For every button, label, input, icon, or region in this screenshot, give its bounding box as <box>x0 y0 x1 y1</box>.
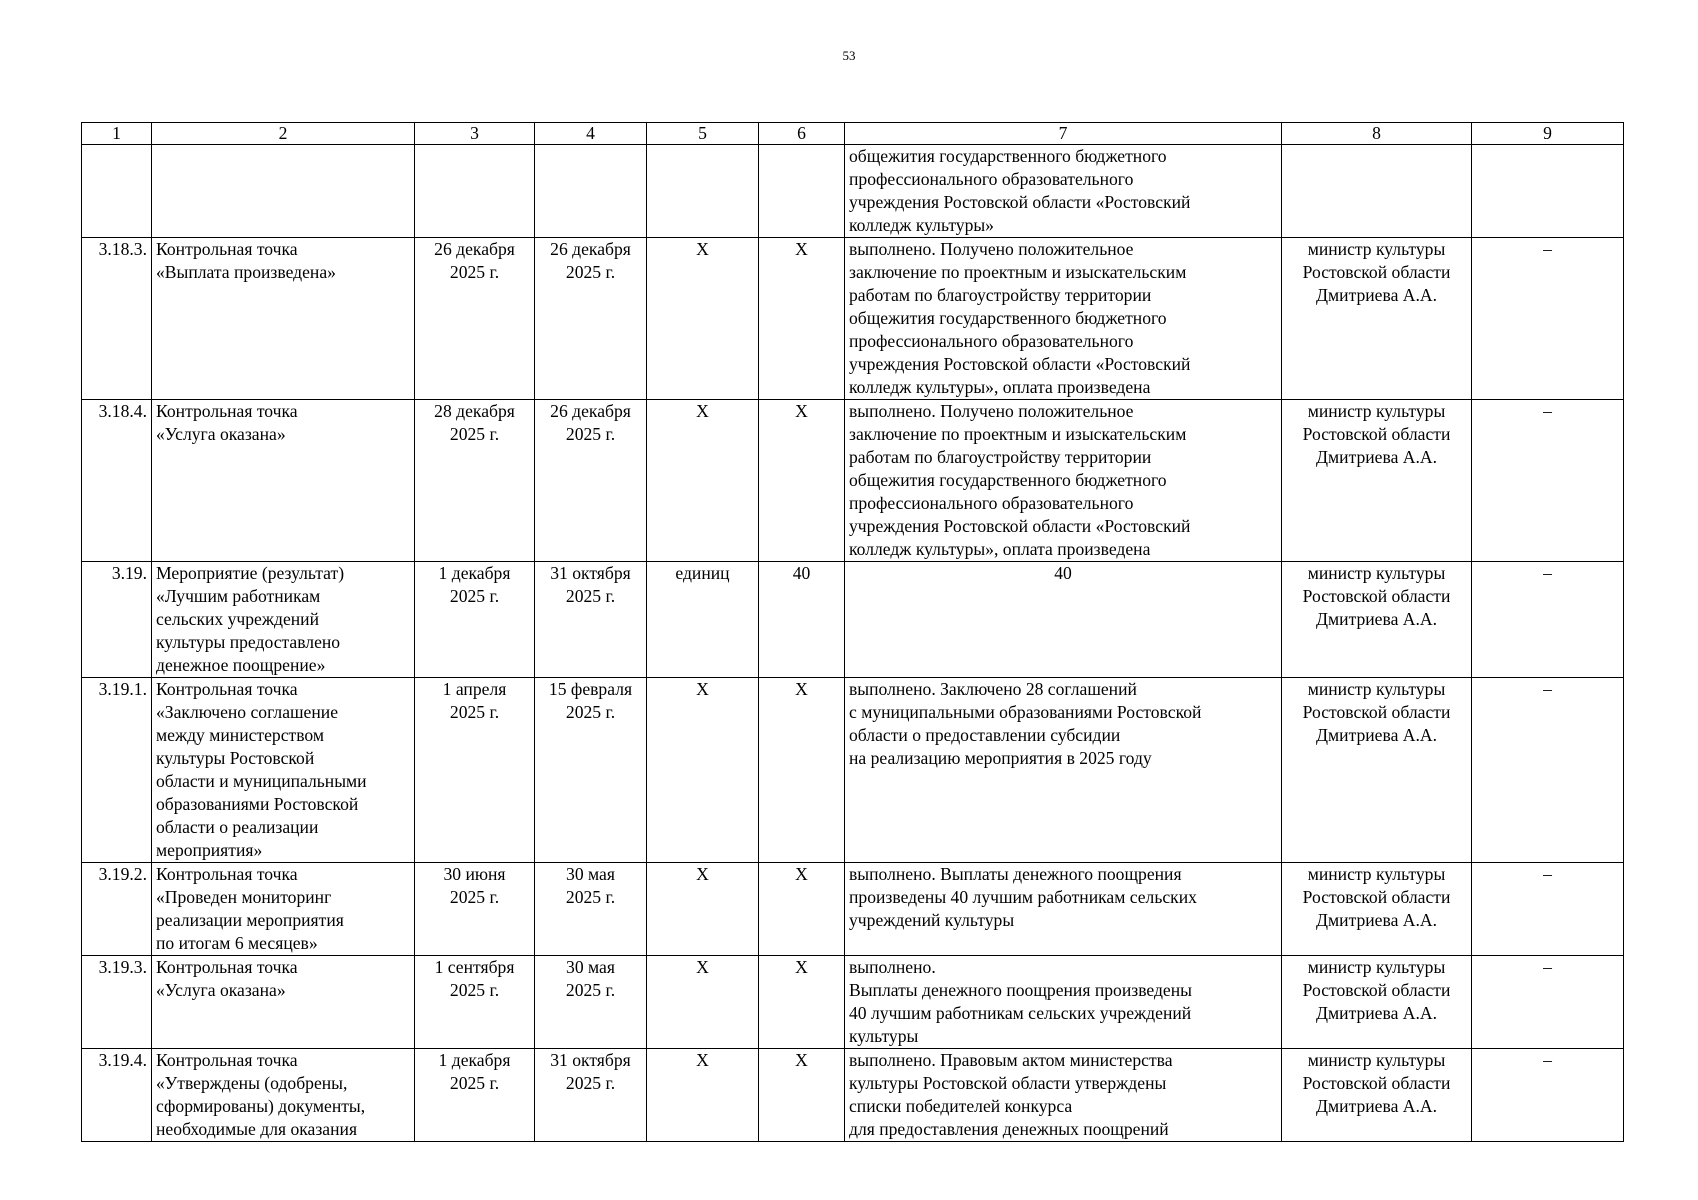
table-header-row <box>82 123 1624 145</box>
row-plan-date: 1 сентября 2025 г. <box>415 956 535 1049</box>
table-row <box>82 238 1624 400</box>
row-note: – <box>1472 956 1624 1049</box>
table-row <box>82 145 1624 238</box>
row-plan-date: 26 декабря 2025 г. <box>415 238 535 400</box>
row-value: X <box>759 1049 845 1142</box>
row-value: X <box>759 863 845 956</box>
row-fact-date: 30 мая 2025 г. <box>535 863 647 956</box>
row-fact-date <box>535 145 647 238</box>
table-row <box>82 678 1624 863</box>
row-number: 3.19.4. <box>82 1049 152 1142</box>
column-header: 1 <box>82 123 152 145</box>
column-header: 9 <box>1472 123 1624 145</box>
row-name: Мероприятие (результат) «Лучшим работникам сельских учреждений культуры предоставлено денежное поощрение» <box>152 562 415 678</box>
row-plan-date: 28 декабря 2025 г. <box>415 400 535 562</box>
row-fact-date: 26 декабря 2025 г. <box>535 400 647 562</box>
column-header: 5 <box>647 123 759 145</box>
row-fact-date: 31 октября 2025 г. <box>535 1049 647 1142</box>
column-header: 3 <box>415 123 535 145</box>
row-number: 3.19.1. <box>82 678 152 863</box>
row-unit: X <box>647 956 759 1049</box>
row-note: – <box>1472 238 1624 400</box>
row-plan-date: 1 апреля 2025 г. <box>415 678 535 863</box>
column-header: 4 <box>535 123 647 145</box>
row-responsible <box>1282 145 1472 238</box>
row-status: общежития государственного бюджетного профессионального образовательного учреждения Ростовской области «Ростовский колледж культуры» <box>845 145 1282 238</box>
row-value: X <box>759 678 845 863</box>
row-name: Контрольная точка «Выплата произведена» <box>152 238 415 400</box>
row-value <box>759 145 845 238</box>
row-status: 40 <box>845 562 1282 678</box>
row-responsible: министр культуры Ростовской области Дмитриева А.А. <box>1282 956 1472 1049</box>
row-name <box>152 145 415 238</box>
row-value: X <box>759 238 845 400</box>
row-number: 3.19.2. <box>82 863 152 956</box>
row-name: Контрольная точка «Услуга оказана» <box>152 400 415 562</box>
row-value: 40 <box>759 562 845 678</box>
row-responsible: министр культуры Ростовской области Дмитриева А.А. <box>1282 1049 1472 1142</box>
table-row <box>82 1049 1624 1142</box>
row-note: – <box>1472 1049 1624 1142</box>
row-number: 3.18.4. <box>82 400 152 562</box>
row-name: Контрольная точка «Услуга оказана» <box>152 956 415 1049</box>
row-value: X <box>759 400 845 562</box>
row-status: выполнено. Заключено 28 соглашений с муниципальными образованиями Ростовской области о предоставлении субсидии на реализацию мероприятия в 2025 году <box>845 678 1282 863</box>
row-fact-date: 31 октября 2025 г. <box>535 562 647 678</box>
column-header: 8 <box>1282 123 1472 145</box>
row-name: Контрольная точка «Заключено соглашение между министерством культуры Ростовской области и муниципальными образованиями Ростовской области о реализации мероприятия» <box>152 678 415 863</box>
row-number <box>82 145 152 238</box>
column-header: 2 <box>152 123 415 145</box>
row-number: 3.19.3. <box>82 956 152 1049</box>
row-responsible: министр культуры Ростовской области Дмитриева А.А. <box>1282 562 1472 678</box>
row-status: выполнено. Выплаты денежного поощрения произведены 40 лучшим работникам сельских учреждений культуры <box>845 863 1282 956</box>
row-value: X <box>759 956 845 1049</box>
row-note: – <box>1472 678 1624 863</box>
row-plan-date: 1 декабря 2025 г. <box>415 562 535 678</box>
report-table <box>81 122 1624 1142</box>
row-status: выполнено. Получено положительное заключение по проектным и изыскательским работам по благоустройству территории общежития государственного бюджетного профессионального образовательного учреждения Ростовской области «Ростовский колледж культуры», оплата произведена <box>845 238 1282 400</box>
row-unit: X <box>647 238 759 400</box>
row-note: – <box>1472 400 1624 562</box>
row-plan-date: 30 июня 2025 г. <box>415 863 535 956</box>
row-fact-date: 30 мая 2025 г. <box>535 956 647 1049</box>
row-name: Контрольная точка «Утверждены (одобрены, сформированы) документы, необходимые для оказания <box>152 1049 415 1142</box>
row-unit: X <box>647 863 759 956</box>
row-unit: X <box>647 678 759 863</box>
row-responsible: министр культуры Ростовской области Дмитриева А.А. <box>1282 678 1472 863</box>
table-row <box>82 562 1624 678</box>
table-row <box>82 956 1624 1049</box>
row-unit: единиц <box>647 562 759 678</box>
row-plan-date <box>415 145 535 238</box>
row-responsible: министр культуры Ростовской области Дмитриева А.А. <box>1282 238 1472 400</box>
row-fact-date: 26 декабря 2025 г. <box>535 238 647 400</box>
row-note: – <box>1472 863 1624 956</box>
row-status: выполнено. Правовым актом министерства культуры Ростовской области утверждены списки победителей конкурса для предоставления денежных поощрений <box>845 1049 1282 1142</box>
row-plan-date: 1 декабря 2025 г. <box>415 1049 535 1142</box>
row-number: 3.18.3. <box>82 238 152 400</box>
row-unit <box>647 145 759 238</box>
row-responsible: министр культуры Ростовской области Дмитриева А.А. <box>1282 863 1472 956</box>
row-responsible: министр культуры Ростовской области Дмитриева А.А. <box>1282 400 1472 562</box>
row-fact-date: 15 февраля 2025 г. <box>535 678 647 863</box>
row-name: Контрольная точка «Проведен мониторинг реализации мероприятия по итогам 6 месяцев» <box>152 863 415 956</box>
row-note <box>1472 145 1624 238</box>
table-row <box>82 863 1624 956</box>
row-unit: X <box>647 400 759 562</box>
row-unit: X <box>647 1049 759 1142</box>
page-number: 53 <box>842 48 856 63</box>
row-note: – <box>1472 562 1624 678</box>
row-status: выполнено. Получено положительное заключение по проектным и изыскательским работам по благоустройству территории общежития государственного бюджетного профессионального образовательного учреждения Ростовской области «Ростовский колледж культуры», оплата произведена <box>845 400 1282 562</box>
column-header: 7 <box>845 123 1282 145</box>
row-number: 3.19. <box>82 562 152 678</box>
row-status: выполнено. Выплаты денежного поощрения произведены 40 лучшим работникам сельских учреждений культуры <box>845 956 1282 1049</box>
table-row <box>82 400 1624 562</box>
column-header: 6 <box>759 123 845 145</box>
